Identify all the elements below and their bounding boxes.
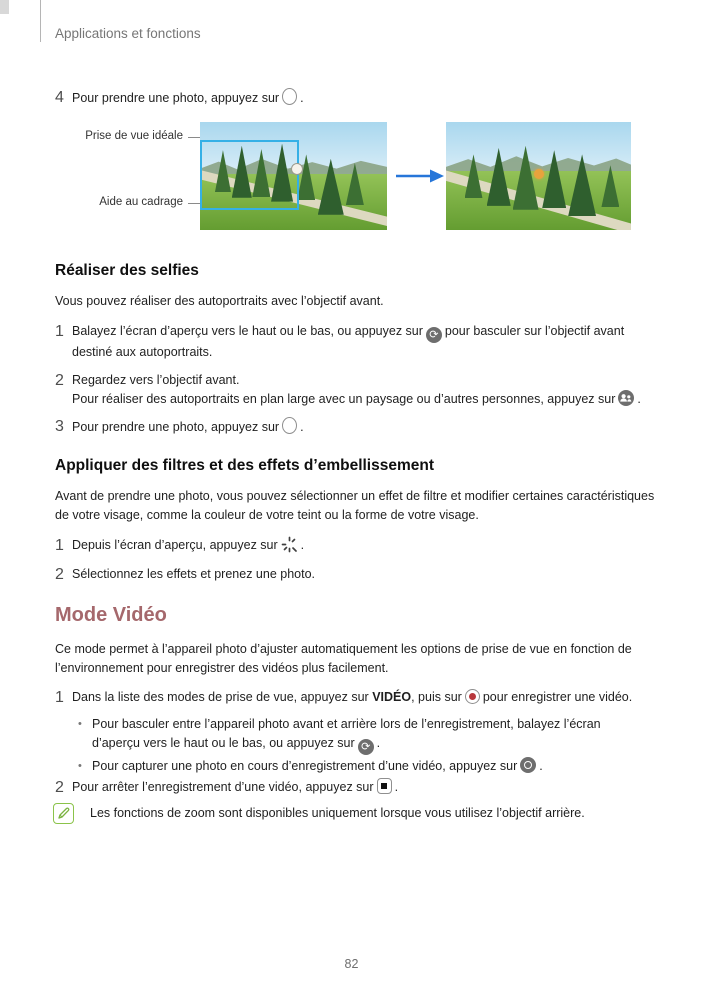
selfies-step-1 bbox=[55, 322, 635, 362]
header-rule bbox=[40, 0, 41, 42]
step-text: Pour arrêter l’enregistrement d’une vidéo, appuyez sur . bbox=[72, 780, 399, 794]
running-header: Applications et fonctions bbox=[55, 26, 201, 41]
shutter-button-icon bbox=[282, 88, 297, 105]
figure-label-best-shot: Prise de vue idéale bbox=[85, 130, 183, 142]
step-number: 1 bbox=[55, 689, 64, 706]
result-photo bbox=[446, 122, 631, 230]
step-text: Dans la liste des modes de prise de vue, appuyez sur VIDÉO, puis sur pour enregistrer une vidéo. bbox=[72, 690, 633, 704]
step-number: 4 bbox=[55, 89, 64, 106]
page-corner-mark bbox=[0, 0, 9, 14]
framing-guide-frame bbox=[200, 140, 299, 210]
step-number: 2 bbox=[55, 372, 64, 389]
record-button-icon bbox=[465, 689, 480, 704]
camera-switch-icon: ⟳ bbox=[426, 327, 442, 343]
bullet-glyph: • bbox=[78, 760, 82, 772]
video-step-2 bbox=[55, 778, 655, 797]
page-number: 82 bbox=[344, 957, 359, 971]
video-step-1 bbox=[55, 688, 675, 707]
note-box bbox=[53, 803, 653, 824]
section-heading-filters: Appliquer des filtres et des effets d’embellissement bbox=[55, 457, 435, 474]
step-text: Regardez vers l’objectif avant. Pour réaliser des autoportraits en plan large avec un paysage ou d’autres personnes, appuyez sur . bbox=[72, 373, 641, 406]
selfies-step-3 bbox=[55, 417, 655, 437]
video-bullets bbox=[78, 714, 638, 776]
note-text: Les fonctions de zoom sont disponibles uniquement lorsque vous utilisez l’objectif arrière. bbox=[90, 806, 585, 820]
figure-label-frame-guide: Aide au cadrage bbox=[99, 196, 183, 208]
step-number: 3 bbox=[55, 418, 64, 435]
selfies-step-2 bbox=[55, 371, 655, 409]
video-intro: Ce mode permet à l’appareil photo d’ajuster automatiquement les options de prise de vue en fonction de l’environnement pour enregistrer des vidéos plus facilement. bbox=[55, 642, 632, 675]
transition-arrow-icon bbox=[396, 168, 444, 189]
effects-sparkle-icon bbox=[281, 536, 298, 559]
video-mode-label: VIDÉO bbox=[372, 690, 412, 704]
step-number: 1 bbox=[55, 323, 64, 340]
step-text: Sélectionnez les effets et prenez une photo. bbox=[72, 567, 315, 581]
camera-preview-photo bbox=[200, 122, 387, 230]
step-text: Pour prendre une photo, appuyez sur . bbox=[72, 417, 304, 437]
wide-selfie-icon bbox=[618, 390, 634, 406]
section-heading-selfies: Réaliser des selfies bbox=[55, 262, 199, 279]
step-text: Balayez l’écran d’aperçu vers le haut ou le bas, ou appuyez sur ⟳ pour basculer sur l’objectif avant destiné aux autoportraits. bbox=[72, 324, 625, 359]
camera-switch-icon: ⟳ bbox=[358, 739, 374, 755]
best-shot-indicator-icon bbox=[291, 163, 303, 175]
shutter-button-icon bbox=[282, 417, 297, 434]
section-heading-video: Mode Vidéo bbox=[55, 604, 167, 626]
filters-intro: Avant de prendre une photo, vous pouvez sélectionner un effet de filtre et modifier certaines caractéristiques de votre visage, comme la couleur de votre teint ou la forme de votre visage. bbox=[55, 489, 655, 522]
highlight-dot bbox=[534, 169, 544, 179]
selfies-intro: Vous pouvez réaliser des autoportraits avec l’objectif avant. bbox=[55, 294, 384, 308]
note-pencil-icon bbox=[53, 803, 74, 824]
bullet-item: • Pour capturer une photo en cours d’enregistrement d’une vidéo, appuyez sur . bbox=[78, 757, 638, 776]
step-text: Pour prendre une photo, appuyez sur . bbox=[72, 88, 304, 108]
step-text: Depuis l’écran d’aperçu, appuyez sur . bbox=[72, 536, 304, 559]
bullet-item: • Pour basculer entre l’appareil photo avant et arrière lors de l’enregistrement, balayez l’écran d’aperçu vers le haut ou le bas, ou appuyez sur ⟳ . bbox=[78, 717, 601, 753]
capture-during-video-icon bbox=[520, 757, 536, 773]
filters-step-1 bbox=[55, 536, 655, 559]
step-number: 2 bbox=[55, 566, 64, 583]
step-4 bbox=[55, 88, 655, 108]
bullet-glyph: • bbox=[78, 718, 82, 730]
filters-step-2 bbox=[55, 565, 655, 584]
stop-recording-icon bbox=[377, 778, 392, 794]
step-number: 1 bbox=[55, 537, 64, 554]
step-number: 2 bbox=[55, 779, 64, 796]
